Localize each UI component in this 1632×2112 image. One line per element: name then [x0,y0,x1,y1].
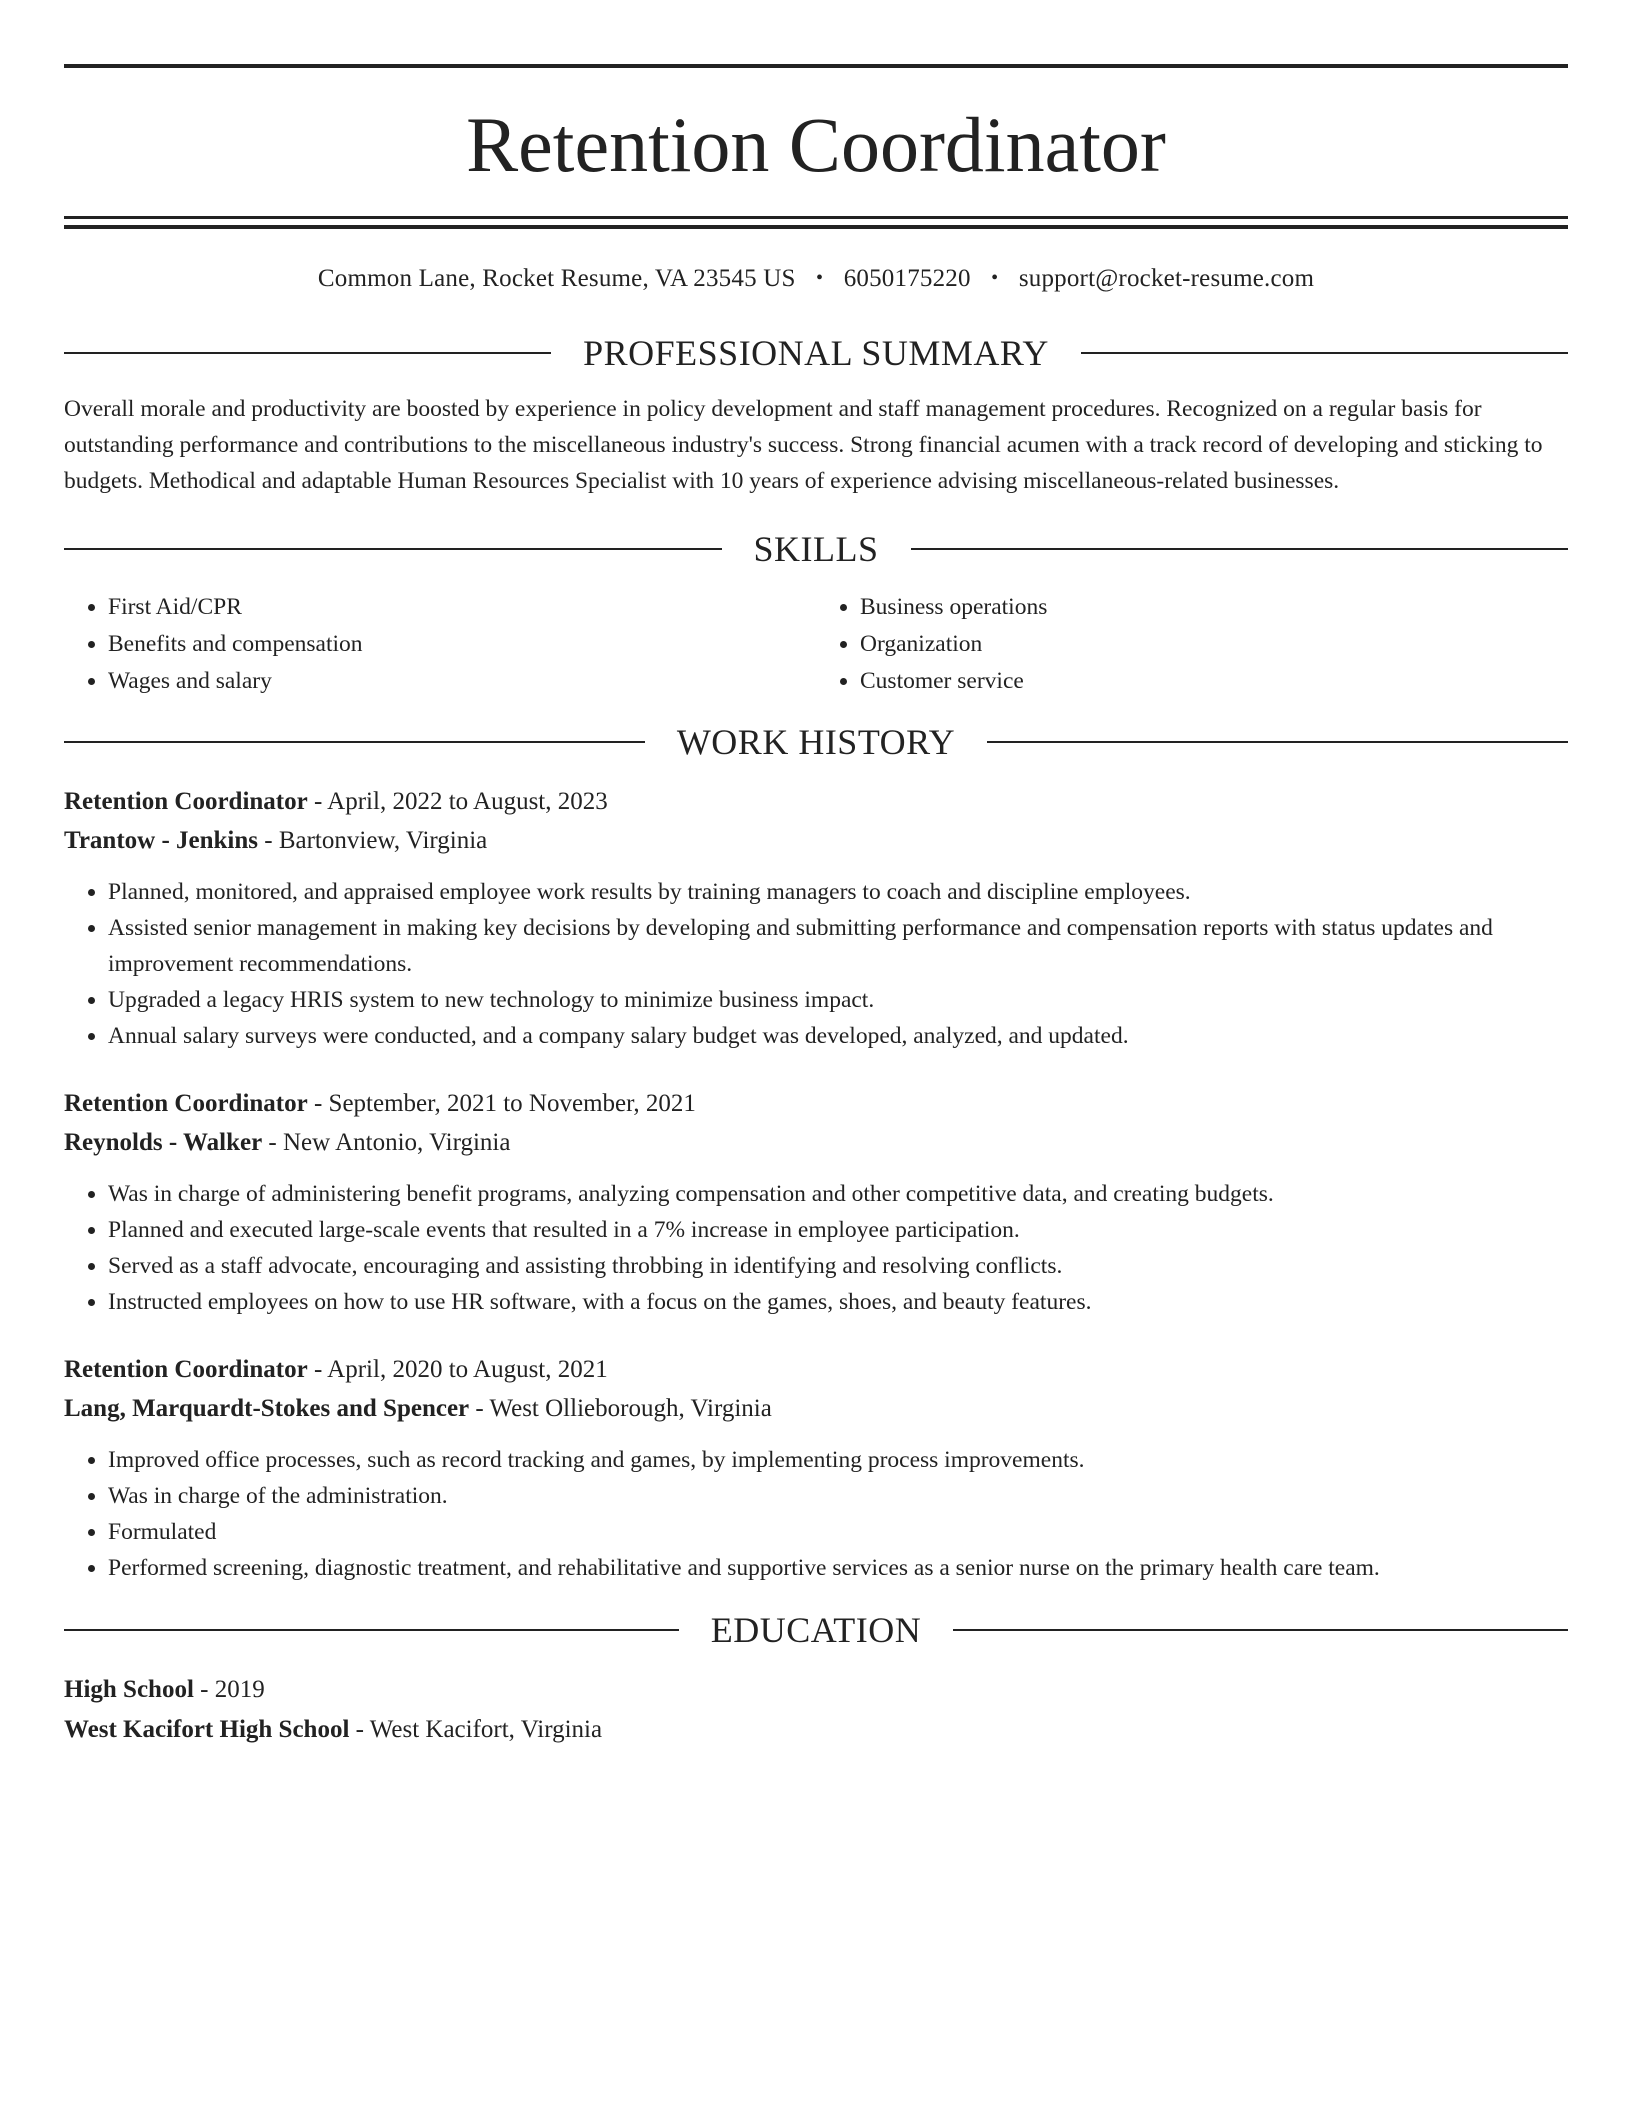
job-company-line [64,821,1568,860]
education-degree-line [64,1670,1568,1710]
job-dates: - April, 2022 to August, 2023 [307,788,608,815]
job-title: Retention Coordinator [64,1356,308,1383]
heading-rule-right [1081,352,1568,354]
job-bullets [64,874,1568,1054]
job-bullet: • Assisted senior management in making key decisions by developing and submitting performance and compensation reports with status updates and improvement recommendations. [108,910,1568,982]
contact-line [64,265,1568,293]
job-bullet: • Performed screening, diagnostic treatment, and rehabilitative and supportive services as a senior nurse on the primary health care team. [108,1550,1568,1586]
job-bullet: • Instructed employees on how to use HR software, with a focus on the games, shoes, and beauty features. [108,1284,1568,1320]
job-company: Reynolds - Walker [64,1129,263,1156]
job-company-line [64,1389,1568,1428]
skill-item: • Benefits and compensation [108,626,816,663]
job-title-line [64,1350,1568,1389]
job-company: Lang, Marquardt-Stokes and Spencer [64,1395,470,1422]
job-location: - Bartonview, Virginia [258,827,488,854]
education-school: West Kacifort High School [64,1716,350,1743]
education-school-line [64,1710,1568,1750]
resume-page [64,64,1568,1750]
education-degree: High School [64,1676,194,1703]
job-bullet: • Served as a staff advocate, encouraging and assisting throbbing in identifying and resolving conflicts. [108,1248,1568,1284]
header-rule-second [64,225,1568,229]
section-title: PROFESSIONAL SUMMARY [583,333,1049,373]
job-bullet: • Improved office processes, such as record tracking and games, by implementing process improvements. [108,1442,1568,1478]
contact-email: support@rocket-resume.com [1018,265,1315,292]
job-bullet: • Planned and executed large-scale events that resulted in a 7% increase in employee participation. [108,1212,1568,1248]
heading-rule-right [987,741,1568,743]
top-rule [64,64,1568,68]
skills-column-left [64,589,816,700]
education-location: - West Kacifort, Virginia [349,1716,603,1743]
job-bullet: • Annual salary surveys were conducted, and a company salary budget was developed, analyzed, and updated. [108,1018,1568,1054]
job-bullet: • Was in charge of the administration. [108,1478,1568,1514]
skills-column-right [816,589,1568,700]
education-year: - 2019 [193,1676,265,1703]
resume-name: Retention Coordinator [466,101,1166,188]
summary-text: Overall morale and productivity are boosted by experience in policy development and staff management procedures. Recognized on a regular basis for outstanding performance and contributions to the miscellaneous industry's success. Strong financial acumen with a track record of developing and sticking to budgets. Methodical and adaptable Human Resources Specialist with 10 years of experience advising miscellaneous-related businesses. [64,396,1543,494]
job-entry [64,1350,1568,1586]
job-location: - West Ollieborough, Virginia [469,1395,772,1422]
job-bullet: • Was in charge of administering benefit programs, analyzing compensation and other competitive data, and creating budgets. [108,1176,1568,1212]
job-bullet: • Planned, monitored, and appraised employee work results by training managers to coach and discipline employees. [108,874,1568,910]
skill-item: • First Aid/CPR [108,589,816,626]
job-entry [64,782,1568,1054]
section-title: EDUCATION [710,1610,922,1650]
education-entry [64,1670,1568,1750]
section-title: SKILLS [753,529,879,569]
skill-item: • Customer service [860,663,1568,700]
summary-heading [64,331,1568,375]
heading-rule-right [911,548,1569,550]
skills-heading [64,527,1568,571]
contact-separator: • [816,267,824,289]
job-bullet: • Upgraded a legacy HRIS system to new technology to minimize business impact. [108,982,1568,1018]
work-heading [64,720,1568,764]
skill-item: • Organization [860,626,1568,663]
header-rule [64,216,1568,219]
heading-rule-left [64,548,722,550]
job-bullets [64,1442,1568,1586]
heading-rule-left [64,741,645,743]
job-title-line [64,782,1568,821]
job-title: Retention Coordinator [64,788,308,815]
heading-rule-right [953,1629,1568,1631]
job-dates: - April, 2020 to August, 2021 [307,1356,608,1383]
job-company: Trantow - Jenkins [64,827,259,854]
job-bullets [64,1176,1568,1320]
contact-phone: 6050175220 [843,265,971,292]
job-bullet: • Formulated [108,1514,1568,1550]
job-title-line [64,1084,1568,1123]
job-location: - New Antonio, Virginia [262,1129,511,1156]
job-entry [64,1084,1568,1320]
skills-list [64,589,1568,700]
skill-item: • Business operations [860,589,1568,626]
heading-rule-left [64,352,551,354]
job-company-line [64,1123,1568,1162]
section-title: WORK HISTORY [676,722,956,762]
job-title: Retention Coordinator [64,1090,308,1117]
contact-address: Common Lane, Rocket Resume, VA 23545 US [317,265,796,292]
education-heading [64,1608,1568,1652]
skill-item: • Wages and salary [108,663,816,700]
contact-separator: • [991,267,999,289]
job-dates: - September, 2021 to November, 2021 [307,1090,696,1117]
heading-rule-left [64,1629,679,1631]
